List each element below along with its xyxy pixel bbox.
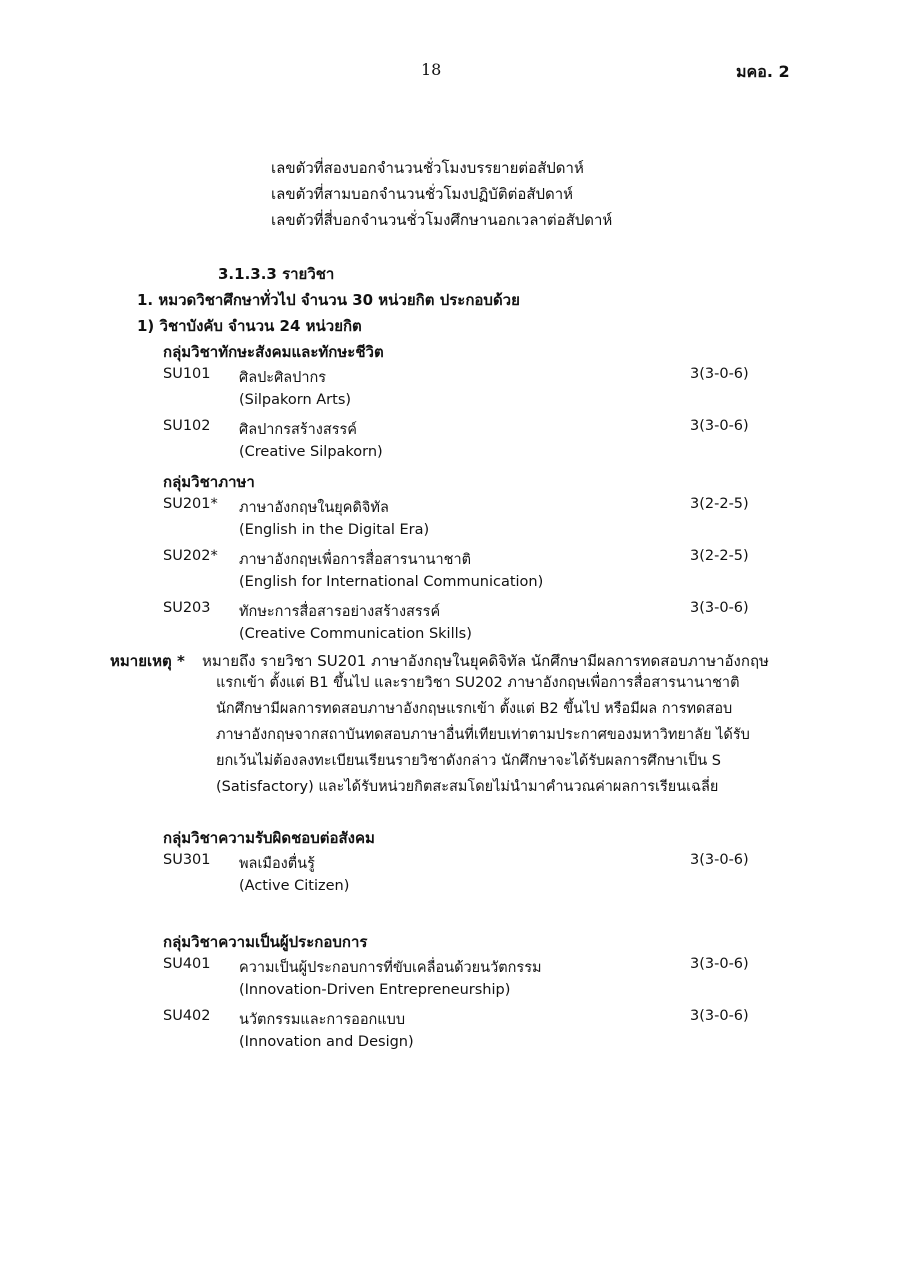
course-thai-name: ภาษาอังกฤษเพื่อการสื่อสารนานาชาติ bbox=[239, 552, 472, 568]
section-heading: 3.1.3.3 รายวิชา bbox=[218, 265, 335, 283]
group-title: กลุ่มวิชาความเป็นผู้ประกอบการ bbox=[163, 933, 368, 951]
course-thai-name: ศิลปะศิลปากร bbox=[239, 370, 327, 386]
group-title: กลุ่มวิชาทักษะสังคมและทักษะชีวิต bbox=[163, 343, 384, 361]
course-thai-name: ศิลปากรสร้างสรรค์ bbox=[239, 422, 357, 438]
course-code: SU203 bbox=[163, 600, 211, 616]
course-credit: 3(3-0-6) bbox=[690, 1008, 749, 1024]
note-first-line: หมายถึง รายวิชา SU201 ภาษาอังกฤษในยุคดิจิทัล นักศึกษามีผลการทดสอบภาษาอังกฤษ bbox=[202, 652, 769, 670]
course-code: SU102 bbox=[163, 418, 211, 434]
intro-line: เลขตัวที่สามบอกจำนวนชั่วโมงปฏิบัติต่อสัปดาห์ bbox=[271, 185, 574, 203]
group-title: กลุ่มวิชาภาษา bbox=[163, 473, 255, 491]
note-label: หมายเหตุ * bbox=[110, 652, 185, 670]
course-thai-name: ภาษาอังกฤษในยุคดิจิทัล bbox=[239, 500, 389, 516]
course-thai-name: ทักษะการสื่อสารอย่างสร้างสรรค์ bbox=[239, 604, 441, 620]
course-code: SU301 bbox=[163, 852, 211, 868]
course-credit: 3(2-2-5) bbox=[690, 496, 749, 512]
course-thai-name: พลเมืองตื่นรู้ bbox=[239, 856, 315, 872]
course-credit: 3(3-0-6) bbox=[690, 418, 749, 434]
required-heading: 1) วิชาบังคับ จำนวน 24 หน่วยกิต bbox=[137, 317, 362, 335]
category-heading: 1. หมวดวิชาศึกษาทั่วไป จำนวน 30 หน่วยกิต ประกอบด้วย bbox=[137, 291, 520, 309]
course-code: SU101 bbox=[163, 366, 211, 382]
course-credit: 3(2-2-5) bbox=[690, 548, 749, 564]
course-english-name: (Creative Communication Skills) bbox=[239, 626, 472, 642]
course-english-name: (Innovation and Design) bbox=[239, 1034, 414, 1050]
note-line: ยกเว้นไม่ต้องลงทะเบียนเรียนรายวิชาดังกล่าว นักศึกษาจะได้รับผลการศึกษาเป็น S bbox=[216, 753, 722, 769]
course-english-name: (Creative Silpakorn) bbox=[239, 444, 383, 460]
course-code: SU201* bbox=[163, 496, 218, 512]
group-title: กลุ่มวิชาความรับผิดชอบต่อสังคม bbox=[163, 829, 375, 847]
course-thai-name: ความเป็นผู้ประกอบการที่ขับเคลื่อนด้วยนวัตกรรม bbox=[239, 960, 542, 976]
course-code: SU402 bbox=[163, 1008, 211, 1024]
note-line: แรกเข้า ตั้งแต่ B1 ขึ้นไป และรายวิชา SU202 ภาษาอังกฤษเพื่อการสื่อสารนานาชาติ bbox=[216, 675, 740, 691]
course-english-name: (English in the Digital Era) bbox=[239, 522, 430, 538]
page-number: 18 bbox=[421, 60, 442, 79]
course-credit: 3(3-0-6) bbox=[690, 600, 749, 616]
intro-line: เลขตัวที่สี่บอกจำนวนชั่วโมงศึกษานอกเวลาต่อสัปดาห์ bbox=[271, 211, 613, 229]
course-english-name: (Active Citizen) bbox=[239, 878, 350, 894]
course-english-name: (English for International Communication) bbox=[239, 574, 544, 590]
note-line: ภาษาอังกฤษจากสถาบันทดสอบภาษาอื่นที่เทียบเท่าตามประกาศของมหาวิทยาลัย ได้รับ bbox=[216, 727, 750, 743]
course-credit: 3(3-0-6) bbox=[690, 366, 749, 382]
intro-line: เลขตัวที่สองบอกจำนวนชั่วโมงบรรยายต่อสัปดาห์ bbox=[271, 159, 584, 177]
course-thai-name: นวัตกรรมและการออกแบบ bbox=[239, 1012, 406, 1028]
course-english-name: (Innovation-Driven Entrepreneurship) bbox=[239, 982, 511, 998]
note-line: (Satisfactory) และได้รับหน่วยกิตสะสมโดยไม่นำมาคำนวณค่าผลการเรียนเฉลี่ย bbox=[216, 779, 719, 795]
course-credit: 3(3-0-6) bbox=[690, 852, 749, 868]
course-code: SU401 bbox=[163, 956, 211, 972]
note-body bbox=[216, 670, 750, 800]
course-code: SU202* bbox=[163, 548, 218, 564]
course-english-name: (Silpakorn Arts) bbox=[239, 392, 352, 408]
form-code: มคอ. 2 bbox=[736, 62, 790, 81]
note-line: นักศึกษามีผลการทดสอบภาษาอังกฤษแรกเข้า ตั้งแต่ B2 ขึ้นไป หรือมีผล การทดสอบ bbox=[216, 701, 733, 717]
course-credit: 3(3-0-6) bbox=[690, 956, 749, 972]
